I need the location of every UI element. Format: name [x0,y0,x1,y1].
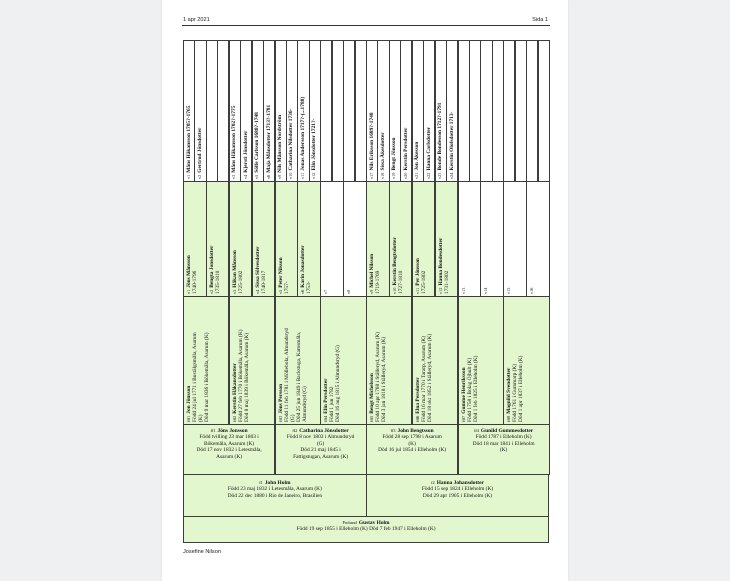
ancestor-box-heading [323,287,329,293]
ancestor-box[interactable] [412,181,436,297]
document-page [162,0,568,581]
great-grandparent-box-detail-line: Född 24 jul 1771 i Bustälgsmåla, Asarum [192,331,199,422]
ancestor-box-number: v16 [529,287,535,294]
ancestor-box-heading [461,285,467,293]
great-grandparent-box-detail-line: Född 11 feb 1781 i Möllebola, Almundsryd [283,328,290,422]
ancestor-box-heading [529,285,535,293]
ancestor-column-number: v23 [437,172,443,179]
ancestor-box-number: v4 [254,289,260,294]
great-grandparent-box-heading [415,333,421,421]
great-grandparent-box-number: fff6 [414,415,420,422]
ancestor-box[interactable] [526,181,550,297]
ancestor-box-name: Håkan Månsson [231,249,238,288]
great-grandparent-box-detail-line: Född 16 mar 1770 i Tararp, Asarum (K) [420,335,427,422]
great-grandparent-box-number: fff5 [369,415,374,422]
great-grandparent-box-text [369,332,387,422]
great-grandparent-box-name: Jöns Persson [277,383,284,414]
ancestor-column-number: v9 [277,174,282,179]
great-grandparent-box-name: Magnild Svendotter [506,367,513,414]
ancestor-column-text [369,112,375,179]
grandparent-number: ff4 [473,428,479,433]
ancestor-column-name: Hanna Carlsdotter [425,126,432,171]
ancestor-column-name: Maja Månsdotter 1713?-1781 [265,104,272,173]
ancestor-box-name: Per Jönsson [414,257,421,286]
great-grandparent-box-detail-line: Död 25 jun 1849 i Backstuga, Kamsmåla, [295,331,302,422]
grandparent-detail-line: Död 17 nov 1832 i Letesmåla, [196,447,262,454]
great-grandparent-box-detail-line: Död 1 apr 1837 i Elleholm (K) [518,355,525,422]
great-grandparent-box-name: Bengt Michelsson [369,372,375,414]
great-grandparent-box-detail-line: (G) [289,414,296,422]
parent-number: f1 [259,480,263,485]
ancestor-column-text [471,177,477,179]
great-grandparent-box-detail-line: Född 1 jun 1782 [329,386,336,422]
ancestor-column[interactable] [343,40,355,182]
grandparent-box[interactable] [366,424,458,475]
ancestor-box-text [346,287,352,293]
ancestor-column-name: Måns Håkansson 1705?-1765 [185,105,192,173]
great-grandparent-box-detail-line: Död 18 okt 1852 i Ställeryd, Asarum (K) [426,333,433,422]
proband-name: Gustav Holm [358,520,390,526]
grandparent-detail-line: (K) [499,447,508,454]
ancestor-column-name: Bonde Bondesson 1712?-1791 [437,102,444,171]
grandparent-detail-line: Död 21 maj 1845 i [300,447,341,454]
ancestor-column-text [391,137,397,179]
great-grandparent-box-text [415,333,433,421]
great-grandparent-box-detail-line: Död 16 aug 1815 i Almundsryd (G) [335,344,342,422]
grandparent-box[interactable] [458,424,550,475]
ancestor-box-number: v6 [300,289,306,294]
ancestor-column-text [231,105,237,178]
ancestor-box-text [529,285,535,293]
ancestor-box-text [369,253,381,293]
ancestor-box-text [278,257,290,294]
great-grandparent-box[interactable] [503,296,549,425]
grandparent-detail-line: Död 16 jul 1854 i Elleholm (K) [378,447,447,454]
great-grandparent-box-text [232,329,250,422]
ancestor-column-text [300,97,306,179]
ancestor-box-number: v2 [208,289,214,294]
parent-detail-line: Död 22 dec 1880 i Rio de Janeiro, Brasilien [227,492,323,499]
ancestor-column[interactable] [286,40,298,182]
ancestor-column[interactable] [492,40,504,182]
ancestor-column-text [540,177,546,179]
parent-detail-line: Född 15 sep 1824 i Elleholm (K) [421,486,494,493]
ancestor-column-number: v24 [448,172,454,179]
ancestor-column-text [449,111,455,178]
ancestor-box-text [461,285,467,293]
ancestor-column-number: v22 [425,172,431,179]
great-grandparent-box-detail-line: Död 8 maj 1839 i Bökemåla, Asarum (K) [243,332,250,422]
ancestor-column-name: Jonas Andersson 1717?-(...1788) [299,96,306,171]
great-grandparent-box-name: Gumme Henriksson [460,367,467,414]
great-grandparent-box-name: Jon Jönsson [186,385,192,414]
ancestor-column-number: v4 [242,174,248,179]
ancestor-box-number: v13 [460,287,466,294]
ancestor-column[interactable] [435,40,447,182]
ancestor-column-name: Sissa Åkesdotter [379,132,386,171]
ancestor-column-text [311,118,317,178]
ancestor-box-heading [438,237,444,293]
ancestor-box-number: v9 [369,289,374,294]
ancestor-box-heading [483,285,489,293]
ancestor-box-name: Kerstin Bengtsdotter [391,236,398,286]
ancestor-box-name: Karin Jonasdotter [300,245,307,288]
ancestor-column[interactable] [412,40,424,182]
ancestor-box[interactable] [343,181,367,297]
ancestor-column-text [346,177,352,179]
ancestor-box-text [186,255,198,294]
ancestor-column-text [437,102,443,178]
great-grandparent-box-detail-line: (K) [198,414,205,422]
great-grandparent-box-text [278,328,308,422]
ancestor-box-heading [415,258,421,294]
ancestor-column-name: Bengt Jönsson [391,137,398,171]
ancestor-column-number: v2 [196,174,202,179]
ancestor-column[interactable] [332,40,344,182]
great-grandparent-box-detail-line: Död 1 feb 1825 i Elleholm (K) [472,355,479,422]
grandparent-detail-line: Född 8 nov 1803 i Almundsryd [286,434,355,441]
ancestor-column[interactable] [229,40,241,182]
parent-box[interactable] [183,474,367,517]
ancestor-column[interactable] [194,40,206,182]
great-grandparent-box-text [506,355,524,421]
great-grandparent-box-text [461,355,479,421]
ancestor-column[interactable] [515,40,527,182]
ancestor-column-number: v18 [379,172,385,179]
ancestor-column-text [506,177,512,179]
great-grandparent-box-heading [278,328,284,422]
ancestor-column[interactable] [423,40,435,182]
ancestor-box[interactable] [389,181,413,297]
great-grandparent-box-detail-line: Född 1758 i Bolag Öjhult (K) [466,357,473,422]
great-grandparent-box-detail-line: Född 1761 i Gummarp (K) [512,363,519,422]
ancestor-column-text [357,177,363,179]
ancestor-column-text [494,177,500,179]
great-grandparent-box[interactable] [366,296,412,425]
parent-detail-line: Född 23 maj 1832 i Letesmåla, Asarum (K) [227,486,322,493]
ancestor-box-heading [232,250,238,294]
ancestor-box[interactable] [320,181,344,297]
ancestor-column-text [277,115,283,179]
great-grandparent-box-number: fff7 [460,415,466,422]
ancestor-column[interactable] [309,40,321,182]
grandparent-detail-line: (K) [408,440,416,447]
ancestor-column-name: Sölfe Carlsson 1688?-1748 [254,111,261,173]
great-grandparent-box[interactable] [229,296,275,425]
grandparent-name: Gunild Gummesdotter [480,428,534,434]
ancestor-column-number: v19 [391,172,397,179]
grandparent-box[interactable] [275,424,367,475]
ancestor-column-text [529,177,535,179]
ancestor-column-number: v21 [414,172,420,179]
ancestor-column-text [266,105,272,179]
great-grandparent-box-text [186,332,210,422]
great-grandparent-box-number: fff8 [506,415,512,422]
ancestor-column[interactable] [275,40,287,182]
ancestor-column-name: Kerstin Persdotter [402,127,409,171]
ancestor-column[interactable] [538,40,550,182]
ancestor-box-text [255,246,267,293]
ancestor-box-detail-line: 1731-1802 [443,270,450,294]
ancestor-column-number: v12 [311,172,317,179]
ancestor-box-text [392,237,404,294]
ancestor-column[interactable] [217,40,229,182]
great-grandparent-box-detail-line: Död 3 jan 1818 i Ställeryd, Asarum (K) [381,336,388,422]
ancestor-box-name: Hanna Bondesdotter [437,237,444,286]
ancestor-column-text [197,127,203,178]
ancestor-column-number: v11 [299,172,305,179]
ancestor-box-name: Peter Nilsson [277,257,284,288]
great-grandparent-box-heading [232,329,238,422]
parent-detail-line: Död 29 apr 1905 i Elleholm (K) [422,492,493,499]
ancestor-column[interactable] [320,40,332,182]
ancestor-column[interactable] [297,40,309,182]
ancestor-box-heading [209,245,215,293]
ancestor-column-text [403,127,409,178]
ancestor-column-text [323,177,329,179]
great-grandparent-box-number: fff1 [186,415,191,422]
grandparent-name: Catharina Jönsdotter [299,428,349,434]
ancestor-column[interactable] [355,40,367,182]
ancestor-column-text [414,141,420,178]
ancestor-column[interactable] [446,40,458,182]
ancestor-box-heading [278,257,284,294]
ancestor-box[interactable] [458,181,482,297]
ancestor-box-detail-line: 1735-1810 [214,270,221,294]
ancestor-column-text [254,112,260,179]
ancestor-box[interactable] [206,181,230,297]
great-grandparent-box-detail-line: Född 27 feb 1770 i Bökemåla, Asarum (K) [237,329,244,422]
great-grandparent-box-detail-line: Död 9 mar 1836 i Bökemåla, Asarum (K) [204,332,211,422]
ancestor-column-text [288,108,294,178]
great-grandparent-box[interactable] [275,296,321,425]
ancestor-box-text [232,250,244,294]
ancestor-column-name: Elin Jönsdotter 1721?- [311,118,318,171]
great-grandparent-box[interactable] [412,296,458,425]
ancestor-box[interactable] [252,181,276,297]
ancestor-column-number: v1 [185,174,191,179]
header-rule [182,25,550,26]
great-grandparent-box-detail-line: Född 10 apr 1768 i Ställeryd, Asarum (K) [375,331,382,422]
ancestor-box-text [483,285,489,293]
grandparent-number: ff1 [210,428,216,433]
ancestor-box-name: Bengta Jonsdotter [208,245,215,288]
ancestor-box-text [415,258,427,294]
ancestor-column-text [243,130,249,178]
ancestor-box-name: Jöns Månsson [186,254,192,288]
grandparent-detail-line: Fattigstugan, Asarum (K) [293,453,349,460]
great-grandparent-box-name: Elin Persdotter [323,378,330,414]
grandparent-number: ff2 [292,428,298,433]
ancestor-column[interactable] [206,40,218,182]
ancestor-column[interactable] [389,40,401,182]
ancestor-box[interactable] [275,181,299,297]
grandparent-name: Jöns Jonsson [217,428,248,434]
ancestor-box-number: v3 [231,289,237,294]
ancestor-column-number: v20 [402,172,408,179]
ancestor-box[interactable] [480,181,504,297]
great-grandparent-box-detail-line: Almundsryd (G) [301,385,308,422]
great-grandparent-box-text [323,345,341,422]
ancestor-box[interactable] [297,181,321,297]
ancestor-column-name: Måns Håkansson 1702?-1775 [231,105,238,173]
ancestor-box-detail-line: 1727-1810 [397,270,404,294]
ancestor-box-detail-line: 1719-1769 [375,270,382,294]
parent-box[interactable] [366,474,549,517]
ancestor-box-name: Michel Nilsson [369,253,375,288]
ancestor-column-number: v17 [368,172,374,179]
ancestor-column-name: Kerstin Olofsdotter 1713- [448,111,455,171]
ancestor-column[interactable] [400,40,412,182]
great-grandparent-box[interactable] [458,296,504,425]
grandparent-detail-line: (G) [316,440,325,447]
ancestor-box-number: v5 [277,289,283,294]
ancestor-box-detail-line: 1757- [283,281,290,294]
page-number: Sida 1 [532,17,548,23]
grandparent-number: ff3 [390,428,396,433]
great-grandparent-box-heading [461,355,467,421]
footer-author: Josefine Nilson [183,549,221,555]
ancestor-box[interactable] [229,181,253,297]
ancestor-column[interactable] [366,40,378,182]
ancestor-box-number: v15 [506,287,512,294]
ancestor-column-text [334,177,340,179]
ancestor-column-text [208,177,214,179]
ancestor-column-text [220,177,226,179]
ancestor-column-text [426,127,432,179]
ancestor-column-name: Nils Eriksson 1689?-1748 [368,112,375,171]
ancestor-box[interactable] [435,181,459,297]
ancestor-column-name: Jon Åkesson [414,141,421,171]
print-date: 1 apr 2021 [183,17,210,23]
ancestor-box-number: v8 [346,289,352,294]
ancestor-box-number: v11 [414,287,420,294]
grandparent-box[interactable] [183,424,275,475]
great-grandparent-box-name: Elna Persdotter [414,377,421,414]
great-grandparent-box-name: Kerstin Håkansdotter [231,362,238,414]
ancestor-column[interactable] [252,40,264,182]
grandparent-detail-line: Asarum (K) [216,453,243,460]
grandparent-detail-line: Död 18 mar 1841 i Elleholm [472,440,535,447]
great-grandparent-box[interactable] [183,296,229,425]
great-grandparent-box-number: fff4 [323,415,329,422]
ancestor-box[interactable] [503,181,527,297]
ancestor-column[interactable] [377,40,389,182]
parent-number: f2 [431,480,435,485]
ancestor-column[interactable] [183,40,195,182]
grandparent-detail-line: Bökemåla, Asarum (K) [204,440,255,447]
ancestor-box-detail-line: 1725-1802 [420,270,427,294]
ancestor-box-number: v14 [483,287,489,294]
ancestor-box-text [323,287,329,293]
ancestor-box-detail-line: 1753- [306,281,313,294]
ancestor-column-number: v10 [288,172,294,179]
proband-number: Proband [342,520,357,525]
ancestor-column-text [517,177,523,179]
ancestor-column[interactable] [480,40,492,182]
ancestor-box-text [438,237,450,293]
ancestor-box-number: v1 [186,289,191,294]
ancestor-box[interactable] [183,181,207,297]
ancestor-column-number: v3 [231,174,237,179]
ancestor-box-text [506,285,512,293]
ancestor-box-heading [392,237,398,294]
great-grandparent-box-number: fff3 [277,415,283,422]
grandparent-detail-line: Född 1787 i Elleholm (K) [475,434,532,441]
ancestor-box-text [209,245,221,293]
ancestor-box-number: v12 [437,287,443,294]
ancestor-box-detail-line: 1740-1817 [260,270,267,294]
ancestor-column[interactable] [526,40,538,182]
ancestor-column[interactable] [503,40,515,182]
ancestor-box-number: v10 [391,287,397,294]
ancestor-box-text [300,245,312,294]
ancestor-column-number: v5 [254,174,260,179]
great-grandparent-box-number: fff2 [231,415,237,422]
ancestor-column-text [186,105,192,178]
grandparent-detail-line: Född 28 sep 1798 i Asarum [382,434,442,441]
ancestor-column[interactable] [469,40,481,182]
ancestor-column-name: Gertrud Jönsdotter [196,127,203,173]
ancestor-column-name: Nils Månsson Nordström [277,114,283,173]
ancestor-box-heading [255,246,261,293]
ancestor-column[interactable] [263,40,275,182]
ancestor-box-name: Sissa Sölvesdotter [254,246,261,288]
ancestor-box-detail-line: 1725-1802 [237,270,244,294]
ancestor-column-name: Catharina Nilsdotter 1736- [288,108,295,171]
parent-name: Hanna Johansdotter [436,480,484,486]
ancestor-column-text [483,177,489,179]
great-grandparent-box[interactable] [320,296,366,425]
grandparent-detail-line: Född tvilling 23 mar 1803 i [199,434,259,441]
ancestor-box[interactable] [366,181,390,297]
ancestor-box-heading [346,287,352,293]
ancestor-column[interactable] [458,40,470,182]
ancestor-column[interactable] [240,40,252,182]
grandparent-name: John Bengtsson [397,428,434,434]
ancestor-column-name: Kjersti Jönsdotter [242,130,249,173]
proband-dates: Född 19 sep 1855 i Elleholm (K) Död 7 feb 1947 i Elleholm (K) [296,526,436,533]
ancestor-box-detail-line: 1740-1796 [192,270,199,294]
ancestor-column-number: v6 [265,174,271,179]
parent-name: John Holm [264,480,291,486]
ancestor-box-number: v7 [323,289,329,294]
ancestor-box-heading [506,285,512,293]
proband-box[interactable] [183,516,549,543]
ancestor-column-text [460,177,466,179]
ancestor-column-text [380,132,386,179]
